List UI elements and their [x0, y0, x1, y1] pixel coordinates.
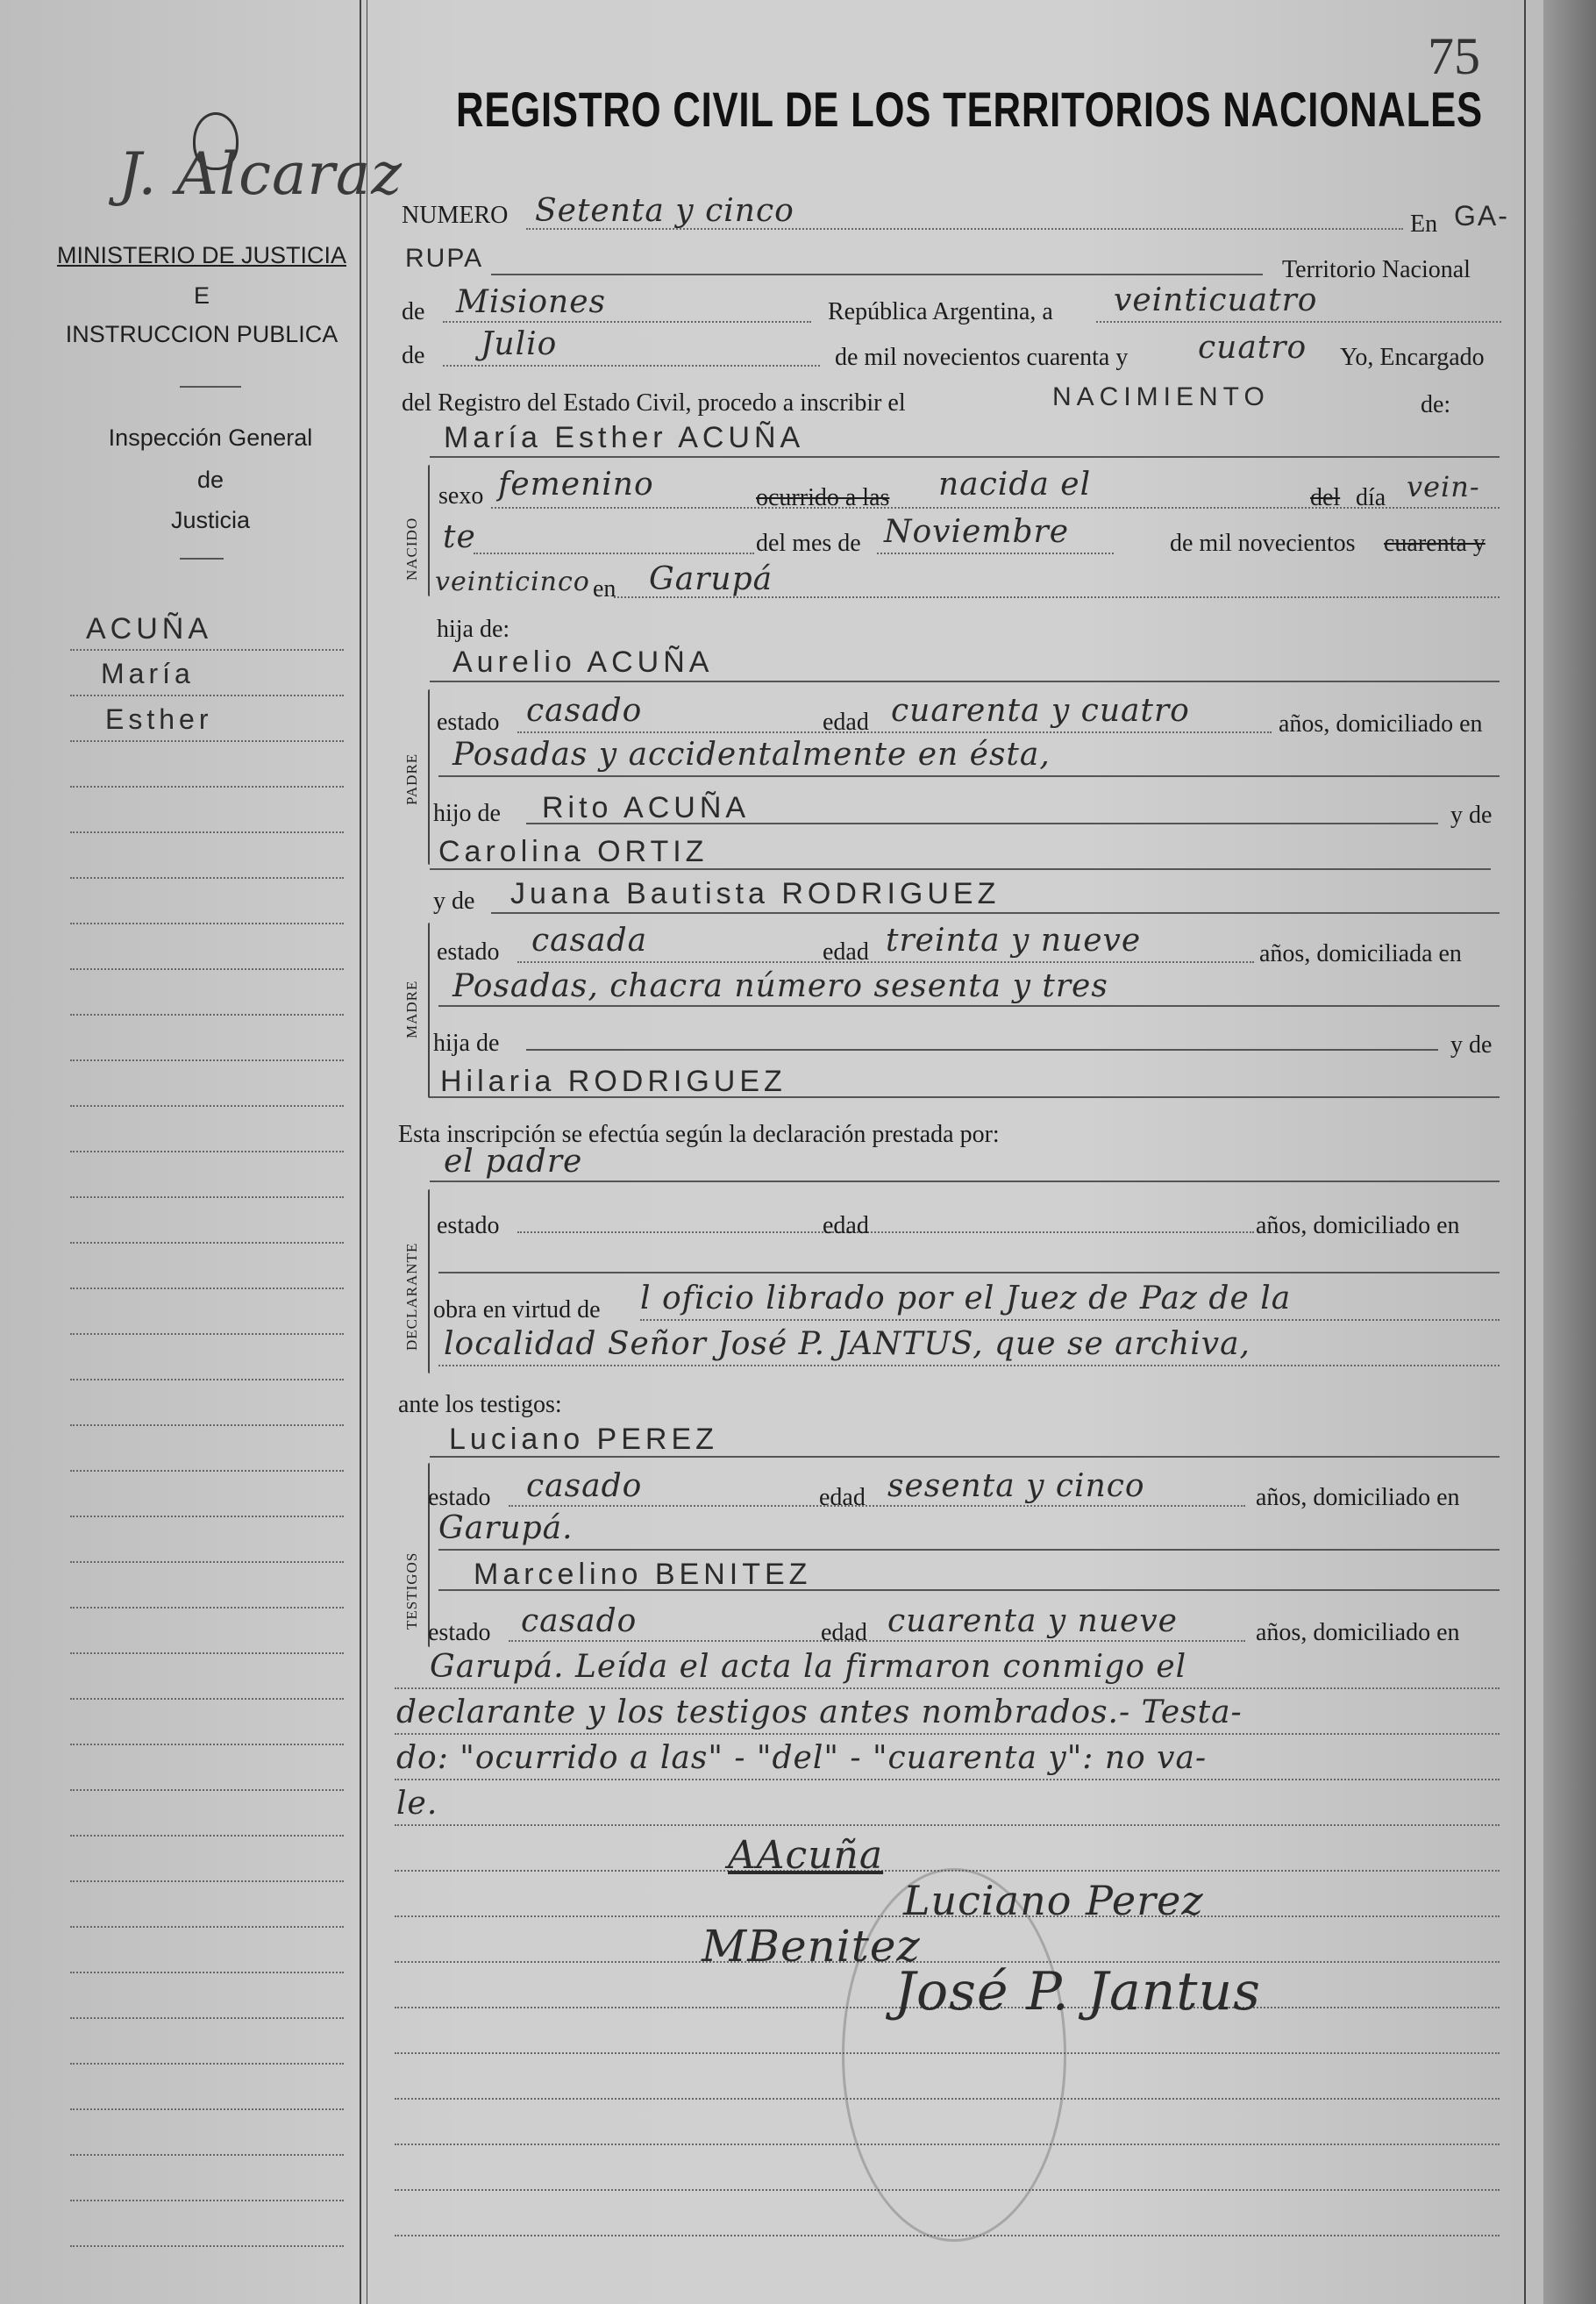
sidebar-rule	[70, 1288, 344, 1289]
yo-encargado-label: Yo, Encargado	[1340, 344, 1485, 371]
cierre-line-1: Garupá. Leída el acta la firmaron conmigo el	[430, 1649, 1187, 1685]
t2-estado-line	[509, 1640, 1245, 1642]
madre-estado-line	[517, 961, 1254, 963]
t1-edad-label: edad	[819, 1484, 866, 1511]
obra-line-2	[438, 1365, 1500, 1366]
inspection-line1: Inspección General	[108, 424, 313, 451]
decl-dom-line	[438, 1272, 1500, 1273]
sidebar-rule	[70, 923, 344, 924]
sexo-value: femenino	[498, 467, 654, 503]
padre-dom-line	[438, 775, 1500, 777]
sidebar-rule	[70, 1151, 344, 1152]
inspection-line2: de	[196, 467, 224, 493]
numero-value: Setenta y cinco	[535, 193, 794, 229]
del-mes-label: del mes de	[756, 530, 861, 557]
obra-label: obra en virtud de	[433, 1296, 601, 1323]
sidebar-rule	[70, 1014, 344, 1016]
de-mil-label: de mil novecientos cuarenta y	[835, 344, 1129, 371]
inspection-line3: Justicia	[170, 507, 251, 533]
signature-testigo1: Luciano Perez	[903, 1877, 1204, 1924]
section-declarante-label: DECLARANTE	[403, 1242, 420, 1351]
anio-value: cuatro	[1198, 330, 1307, 366]
provincia-value: Misiones	[456, 284, 607, 320]
nacido-brace	[428, 465, 430, 596]
y-de-label-3: y de	[1450, 1031, 1493, 1059]
t1-anos-label: años, domiciliado en	[1256, 1484, 1460, 1511]
y-de-label-2: y de	[433, 888, 475, 915]
sidebar-rule	[70, 2154, 344, 2156]
t2-anos-label: años, domiciliado en	[1256, 1619, 1460, 1646]
sidebar-rule	[70, 1333, 344, 1335]
header-signature: J. Alcaraz	[118, 140, 403, 208]
de-label-1: de	[402, 298, 425, 325]
numero-label: NUMERO	[402, 202, 509, 229]
sidebar-name-second: Esther	[105, 703, 213, 735]
cierre-line-3: do: "ocurrido a las" - "del" - "cuarenta y": no va-	[396, 1740, 1208, 1776]
sidebar-name-surname: ACUÑA	[86, 612, 213, 646]
place-part2: RUPA	[405, 244, 484, 273]
testigo2-line	[438, 1589, 1500, 1591]
ocurrido-struck: ocurrido a las	[756, 484, 890, 511]
del-struck: del	[1310, 484, 1341, 511]
padre-nombre-value: Aurelio ACUÑA	[452, 646, 714, 679]
madre-nombre-line	[491, 912, 1500, 914]
sidebar-rule	[70, 1379, 344, 1380]
sidebar-rule	[70, 1059, 344, 1061]
sidebar-rule	[70, 1926, 344, 1928]
provincia-line	[443, 321, 811, 323]
sidebar-rule	[70, 649, 344, 651]
madre-brace	[428, 923, 430, 1098]
padre-dom-value: Posadas y accidentalmente en ésta,	[452, 737, 1051, 773]
sidebar-rule	[70, 695, 344, 696]
declarante-brace	[428, 1189, 430, 1373]
sexo-label: sexo	[438, 482, 484, 510]
sidebar-rule	[70, 1242, 344, 1244]
mes-line	[443, 365, 820, 367]
madre-edad-value: treinta y nueve	[886, 923, 1142, 959]
sidebar-rule	[70, 1105, 344, 1107]
dia-value-2: te	[443, 519, 476, 555]
t2-estado-value: casado	[521, 1603, 638, 1639]
sidebar-rule	[70, 877, 344, 879]
madre-dom-line	[438, 1005, 1500, 1007]
abuela-m-line-1	[526, 1049, 1438, 1051]
section-testigos-label: TESTIGOS	[403, 1551, 420, 1630]
hija-de-label: hija de:	[437, 616, 510, 643]
abuelo-line	[526, 823, 1438, 824]
cuarenta-y-struck: cuarenta y	[1384, 530, 1486, 557]
nombre-value: María Esther ACUÑA	[444, 421, 805, 454]
t1-estado-value: casado	[526, 1468, 643, 1504]
obra-line-1	[640, 1319, 1500, 1321]
sexo-line	[491, 507, 1500, 509]
signature-declarante: AAcuña	[728, 1833, 884, 1878]
cierre-rule-2	[395, 1733, 1500, 1735]
sidebar-rule	[70, 786, 344, 788]
instruction-label: INSTRUCCION PUBLICA	[65, 321, 338, 347]
de-label-2: de	[402, 342, 425, 369]
sidebar-rule	[70, 2063, 344, 2065]
lugar-line	[614, 596, 1500, 598]
acto-value: NACIMIENTO	[1052, 382, 1270, 411]
sidebar-divider-2	[180, 558, 224, 560]
t1-estado-label: estado	[428, 1484, 491, 1511]
obra-value-1: l oficio librado por el Juez de Paz de la	[640, 1280, 1292, 1316]
sidebar-rule	[70, 2245, 344, 2247]
sidebar-divider	[180, 386, 241, 388]
hijo-de-label: hijo de	[433, 800, 501, 827]
hija-de-label-2: hija de	[433, 1030, 500, 1057]
madre-estado-value: casada	[531, 923, 648, 959]
dia-value-1: vein-	[1407, 470, 1480, 503]
madre-nombre-value: Juana Bautista RODRIGUEZ	[510, 877, 1001, 910]
obra-value-2: localidad Señor José P. JANTUS, que se archiva,	[444, 1326, 1250, 1362]
t1-dom-line	[438, 1549, 1500, 1551]
abuela-value: Carolina ORTIZ	[438, 835, 709, 868]
dia-label: día	[1356, 484, 1386, 511]
sidebar-rule	[70, 2200, 344, 2201]
republica-label: República Argentina, a	[828, 298, 1053, 325]
padre-estado-label: estado	[437, 709, 500, 736]
sidebar-rule	[70, 2108, 344, 2110]
fecha-dia-value: veinticuatro	[1114, 282, 1318, 318]
declarante-line	[430, 1181, 1500, 1182]
body-rule	[395, 1824, 1500, 1826]
cierre-line-4: le.	[396, 1786, 438, 1822]
de-mil-nov-label: de mil novecientos	[1170, 530, 1356, 557]
inscripcion-label: Esta inscripción se efectúa según la declaración prestada por:	[398, 1121, 1000, 1148]
y-de-label-1: y de	[1450, 802, 1493, 829]
madre-dom-value: Posadas, chacra número sesenta y tres	[452, 968, 1108, 1004]
decl-estado-line	[517, 1231, 1254, 1233]
fecha-dia-line	[1096, 321, 1501, 323]
mes-value: Julio	[481, 326, 558, 362]
madre-edad-label: edad	[823, 938, 869, 966]
padre-edad-value: cuarenta y cuatro	[891, 693, 1190, 729]
t2-edad-value: cuarenta y nueve	[887, 1603, 1178, 1639]
sidebar-rule	[70, 1196, 344, 1198]
sidebar-rule	[70, 831, 344, 833]
declarante-value: el padre	[444, 1144, 583, 1180]
ministry-label: MINISTERIO DE JUSTICIA	[56, 242, 347, 268]
padre-estado-line	[517, 731, 1272, 733]
nombre-line	[430, 456, 1500, 458]
ante-label: ante los testigos:	[398, 1391, 562, 1418]
register-title: REGISTRO CIVIL DE LOS TERRITORIOS NACIONALES	[456, 82, 1483, 137]
section-madre-label: MADRE	[403, 980, 420, 1038]
cierre-line-2: declarante y los testigos antes nombrados.- Testa-	[396, 1694, 1243, 1730]
abuelo-value: Rito ACUÑA	[542, 791, 751, 824]
left-margin-rule	[360, 0, 361, 2304]
sidebar-rule	[70, 1470, 344, 1472]
numero-dotted-line	[526, 228, 1403, 230]
sidebar-rule	[70, 1880, 344, 1882]
abuela-m-line-2	[430, 1096, 1500, 1098]
sidebar-rule	[70, 1835, 344, 1837]
padre-nombre-line	[430, 681, 1500, 682]
ministry-and: E	[193, 282, 210, 309]
sidebar-rule	[70, 1698, 344, 1700]
place-line	[491, 274, 1263, 275]
en-label: En	[1410, 210, 1438, 238]
madre-estado-label: estado	[437, 938, 500, 966]
t1-estado-line	[509, 1505, 1245, 1507]
en-small-label: en	[593, 575, 616, 603]
t2-edad-label: edad	[821, 1619, 867, 1646]
registro-label: del Registro del Estado Civil, procedo a inscribir el	[402, 389, 906, 417]
mes-nac-line	[877, 553, 1114, 554]
anio-nac-value: veinticinco	[435, 567, 590, 597]
sidebar-rule	[70, 968, 344, 970]
decl-estado-label: estado	[437, 1212, 500, 1239]
cierre-rule-3	[395, 1779, 1500, 1780]
right-margin-rule	[1524, 0, 1526, 2304]
binding-edge	[1543, 0, 1596, 2304]
section-padre-label: PADRE	[403, 753, 420, 805]
decl-edad-label: edad	[823, 1212, 869, 1239]
signature-testigo2: MBenitez	[702, 1921, 921, 1972]
sidebar-rule	[70, 740, 344, 742]
testigo1-value: Luciano PEREZ	[449, 1423, 718, 1456]
section-nacido-label: NACIDO	[403, 517, 420, 581]
page-number: 75	[1428, 27, 1480, 85]
padre-edad-label: edad	[823, 709, 869, 736]
t1-edad-value: sesenta y cinco	[887, 1468, 1145, 1504]
place-part1: GA-	[1454, 200, 1509, 232]
cierre-rule-1	[395, 1687, 1500, 1689]
madre-anos-label: años, domiciliada en	[1259, 940, 1462, 967]
de-colon-label: de:	[1421, 391, 1451, 418]
padre-anos-label: años, domiciliado en	[1279, 710, 1483, 738]
sidebar-rule	[70, 1516, 344, 1517]
nacida-value: nacida el	[938, 467, 1092, 503]
lugar-nac-value: Garupá	[649, 561, 773, 597]
padre-estado-value: casado	[526, 693, 643, 729]
sidebar-rule	[70, 1744, 344, 1745]
abuela-line	[430, 868, 1491, 870]
sidebar-rule	[70, 1424, 344, 1426]
abuela-m-value: Hilaria RODRIGUEZ	[440, 1065, 787, 1098]
sidebar-rule	[70, 1607, 344, 1609]
t1-dom-value: Garupá.	[438, 1510, 574, 1546]
testigo2-value: Marcelino BENITEZ	[474, 1558, 812, 1591]
sidebar-rule	[70, 1972, 344, 1973]
signature-encargado: José P. Jantus	[894, 1961, 1261, 2022]
dia-line	[474, 553, 754, 554]
sidebar-name-first: María	[101, 658, 195, 689]
territorio-label: Territorio Nacional	[1282, 256, 1471, 283]
padre-brace	[428, 689, 430, 865]
mes-nac-value: Noviembre	[884, 514, 1070, 550]
sidebar-rule	[70, 1789, 344, 1791]
sidebar-rule	[70, 2017, 344, 2019]
t2-estado-label: estado	[428, 1619, 491, 1646]
sidebar-rule	[70, 1652, 344, 1654]
decl-anos-label: años, domiciliado en	[1256, 1212, 1460, 1239]
sidebar-rule	[70, 1561, 344, 1563]
testigo1-line	[430, 1456, 1500, 1458]
